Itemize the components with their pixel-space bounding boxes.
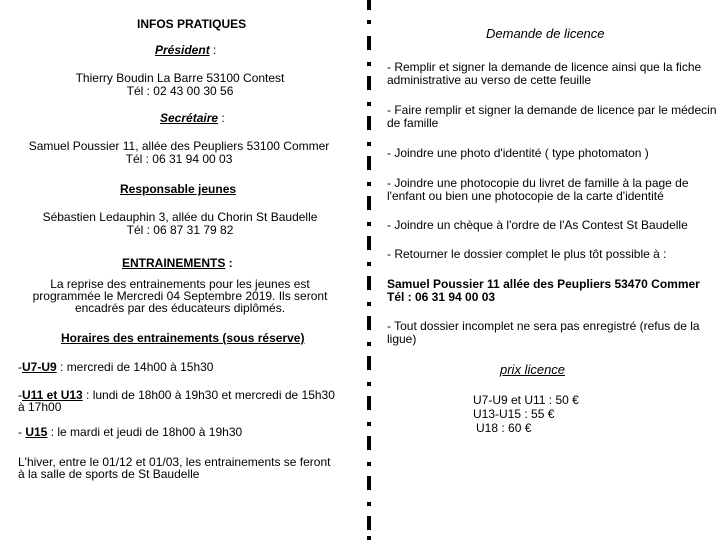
- column-divider: [367, 0, 371, 540]
- requirement-4-line-2: l'enfant ou bien une photocopie de la carte d'identité: [387, 189, 664, 203]
- prix-list: [473, 393, 579, 435]
- u11-u13-prefix: -: [18, 388, 22, 402]
- hiver-info: [18, 456, 331, 480]
- prix-u13-u15: U13-U15 : 55 €: [473, 407, 555, 421]
- infos-pratiques-title: INFOS PRATIQUES: [137, 17, 247, 31]
- prix-u18: U18 : 60 €: [476, 421, 532, 435]
- contact-name-address: Samuel Poussier 11 allée des Peupliers 53470 Commer: [387, 277, 700, 291]
- requirement-7-line-1: - Tout dossier incomplet ne sera pas enregistré (refus de la: [387, 319, 700, 333]
- hiver-line-1: L'hiver, entre le 01/12 et 01/03, les entrainements se feront: [18, 455, 331, 469]
- secretaire-name-address: Samuel Poussier 11, allée des Peupliers 53100 Commer: [28, 139, 330, 153]
- requirement-2: [387, 104, 717, 130]
- secretaire-heading: [160, 111, 225, 125]
- president-info: [40, 72, 320, 98]
- secretaire-colon: :: [218, 111, 225, 125]
- u15-prefix: -: [18, 425, 26, 439]
- responsable-phone: Tél : 06 87 31 79 82: [126, 223, 234, 237]
- responsable-name-address: Sébastien Ledauphin 3, allée du Chorin St Baudelle: [42, 210, 318, 224]
- reprise-line-2: programmée le Mercredi 04 Septembre 2019. Ils seront: [32, 289, 328, 303]
- u7-u9-prefix: -: [18, 360, 22, 374]
- requirement-4: [387, 177, 689, 203]
- horaire-u15: [18, 425, 242, 439]
- requirement-7-line-2: ligue): [387, 332, 417, 346]
- entrainements-label: ENTRAINEMENTS: [122, 256, 226, 270]
- demande-licence-title: Demande de licence: [486, 26, 605, 41]
- hiver-line-2: à la salle de sports de St Baudelle: [18, 467, 200, 481]
- president-heading: [155, 43, 216, 57]
- requirement-1: [387, 61, 701, 87]
- contact-phone: Tél : 06 31 94 00 03: [387, 290, 496, 304]
- requirement-1-line-2: administrative au verso de cette feuille: [387, 73, 592, 87]
- secretaire-label: Secrétaire: [160, 111, 219, 125]
- u11-u13-line-2: à 17h00: [18, 400, 62, 414]
- president-phone: Tél : 02 43 00 30 56: [126, 84, 234, 98]
- u15-label: U15: [25, 425, 48, 439]
- prix-u7-u11: U7-U9 et U11 : 50 €: [473, 393, 579, 407]
- secretaire-info: [16, 140, 342, 166]
- requirement-7: [387, 320, 700, 346]
- responsable-jeunes-heading: Responsable jeunes: [120, 182, 237, 196]
- entrainements-colon: :: [225, 256, 233, 270]
- horaire-u7-u9: [18, 360, 213, 374]
- u11-u13-label: U11 et U13: [22, 388, 83, 402]
- reprise-line-3: encadrés par des éducateurs diplômés.: [74, 301, 286, 315]
- requirement-5: - Joindre un chèque à l'ordre de l'As Contest St Baudelle: [387, 218, 688, 232]
- reprise-line-1: La reprise des entrainements pour les jeunes est: [50, 277, 310, 291]
- requirement-6: - Retourner le dossier complet le plus tôt possible à :: [387, 247, 667, 261]
- u7-u9-text: : mercredi de 14h00 à 15h30: [56, 360, 214, 374]
- president-name-address: Thierry Boudin La Barre 53100 Contest: [75, 71, 285, 85]
- reprise-info: [20, 278, 340, 314]
- responsable-info: [30, 211, 330, 237]
- horaires-heading: Horaires des entrainements (sous réserve): [61, 331, 305, 345]
- president-colon: :: [209, 43, 217, 57]
- horaire-u11-u13: [18, 389, 335, 413]
- u7-u9-label: U7-U9: [22, 360, 57, 374]
- requirement-1-line-1: - Remplir et signer la demande de licence ainsi que la fiche: [387, 60, 702, 74]
- requirement-4-line-1: - Joindre une photocopie du livret de famille à la page de: [387, 176, 689, 190]
- u11-u13-text: : lundi de 18h00 à 19h30 et mercredi de 15h30: [82, 388, 335, 402]
- prix-licence-title: prix licence: [500, 362, 566, 377]
- requirement-2-line-1: - Faire remplir et signer la demande de licence par le médecin: [387, 103, 717, 117]
- president-label: Président: [155, 43, 210, 57]
- requirement-2-line-2: de famille: [387, 116, 439, 130]
- entrainements-heading: [122, 256, 233, 270]
- contact-block: [387, 278, 700, 304]
- secretaire-phone: Tél : 06 31 94 00 03: [125, 152, 233, 166]
- requirement-3: - Joindre une photo d'identité ( type photomaton ): [387, 146, 649, 160]
- u15-text: : le mardi et jeudi de 18h00 à 19h30: [47, 425, 243, 439]
